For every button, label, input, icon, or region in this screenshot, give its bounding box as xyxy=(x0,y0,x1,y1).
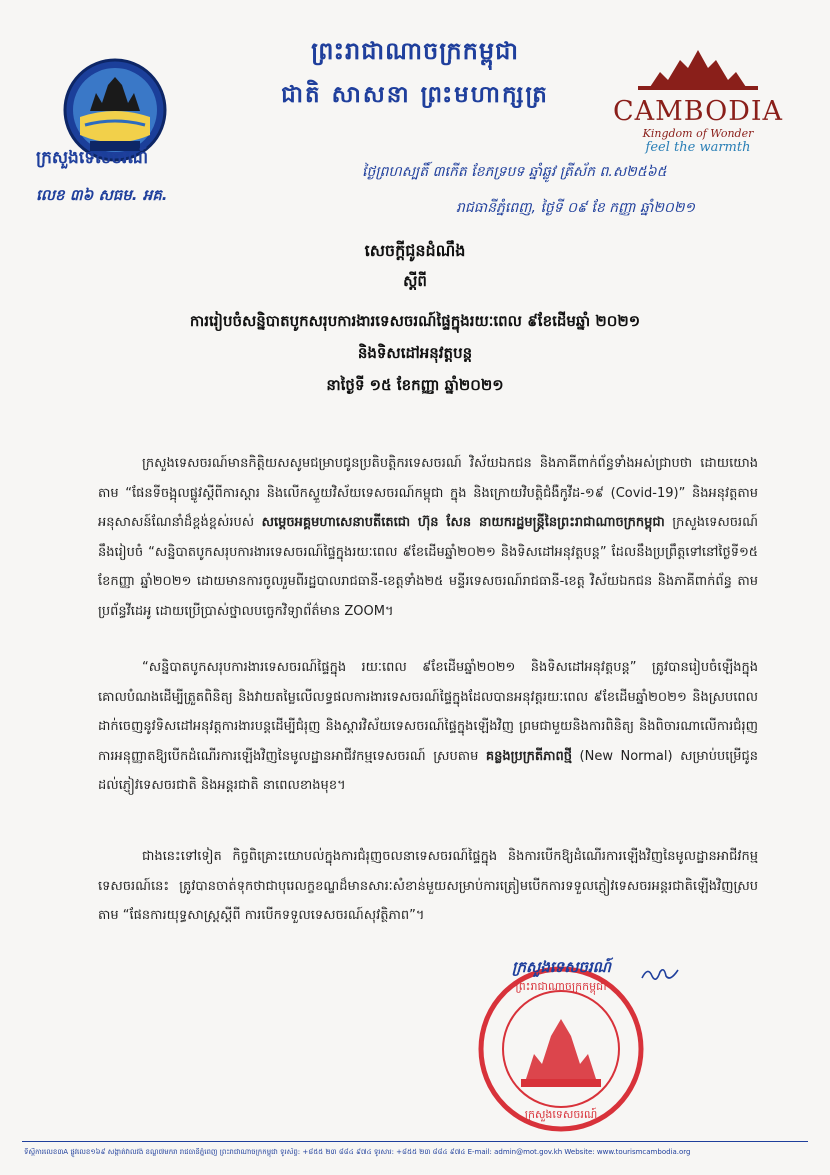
national-motto: ជាតិ សាសនា ព្រះមហាក្សត្រ xyxy=(281,81,549,108)
title-subject-continued: និងទិសដៅអនុវត្តបន្ត xyxy=(357,344,473,362)
document-title: សេចក្ដីជូនដំណឹង xyxy=(364,241,466,260)
footer-contact: ទីស្ដីការលេខ៣A ផ្លូវលេខ១៦៩ សង្កាត់វាលវង់ ខណ្ឌ៧មករា រាជធានីភ្នំពេញ ព្រះរាជាណាចក្រកម្ពុជា ទូរស័ព្ទ: +៨៥៥ ២៣ ៨៨៤ ៩៧៤ ទូរសារ: +៨៥៥ ២៣ ៨៨៤ ៩៧៤ E-mail: admin@mot.gov.kh Website: www.tourismcambodia.org xyxy=(24,1148,691,1156)
signer-title: ក្រសួងទេសចរណ៍ xyxy=(512,958,611,976)
footer-divider xyxy=(22,1141,808,1142)
lunar-date: ថ្ងៃព្រហស្បតិ៍ ៣កើត ខែភទ្របទ ឆ្នាំឆ្លូវ ត្រីស័ក ព.ស២៥៦៥ xyxy=(362,164,667,180)
official-seal xyxy=(476,964,646,1134)
angkor-temple-icon xyxy=(638,50,758,90)
brand-slogan: feel the warmth xyxy=(645,140,751,155)
body-paragraph-2: “សន្និបាតបូកសរុបការងារទេសចរណ៍ផ្ទៃក្នុង រយៈពេល ៩ខែដើមឆ្នាំ២០២១ និងទិសដៅអនុវត្តបន្ត” ត្រូវបានរៀបចំឡើងក្នុងគោលបំណងដើម្បីត្រួតពិនិត្យ និងវាយតម្លៃលើលទ្ធផលការងារទេសចរណ៍ផ្ទៃក្នុងដែលបានអនុវត្តរយៈពេល ៩ខែដើមឆ្នាំ២០២១ និងស្របពេលដាក់ចេញនូវទិសដៅអនុវត្តការងារបន្តដើម្បីជំរុញ និងស្ដារវិស័យទេសចរណ៍ផ្ទៃក្នុងឡើងវិញ ព្រមជាមួយនិងការពិនិត្យ និងពិចារណាលើការជំរុញការអនុញ្ញាតឱ្យបើកដំណើរការឡើងវិញនៃមូលដ្ឋានអាជីវកម្មទេសចរណ៍ ស្របតាម គន្លងប្រក្រតីភាពថ្មី (New Normal) សម្រាប់បម្រើជូនដល់ភ្ញៀវទេសចរជាតិ និងអន្តរជាតិ នាពេលខាងមុខ។ xyxy=(98,660,758,794)
brand-tagline: Kingdom of Wonder xyxy=(642,127,754,140)
reference-number: លេខ ៣៦ សធម. អគ. xyxy=(36,186,168,204)
seal-bottom-text: ក្រសួងទេសចរណ៍ xyxy=(524,1108,598,1121)
title-about: ស្ដីពី xyxy=(403,272,427,290)
ministry-name: ក្រសួងទេសចរណ៍ xyxy=(36,148,149,168)
cambodia-brand-logo xyxy=(608,50,788,155)
title-event-date: នាថ្ងៃទី ១៥ ខែកញ្ញា ឆ្នាំ២០២១ xyxy=(326,376,504,394)
seal-top-text: ព្រះរាជាណាចក្រកម្ពុជា xyxy=(515,980,607,993)
body-paragraph-3: ជាងនេះទៅទៀត កិច្ចពិគ្រោះយោបល់ក្នុងការជំរុញចលនាទេសចរណ៍ផ្ទៃក្នុង និងការបើកឱ្យដំណើរការឡើងវិញនៃមូលដ្ឋានអាជីវកម្មទេសចរណ៍នេះ ត្រូវបានចាត់ទុកថាជាបុរេលក្ខខណ្ឌដ៏មានសារៈសំខាន់មួយសម្រាប់ការត្រៀមបើកការទទួលភ្ញៀវទេសចរអន្តរជាតិឡើងវិញស្របតាម “ផែនការយុទ្ធសាស្ត្រស្ដីពី ការបើកទទួលទេសចរណ៍សុវត្ថិភាព”។ xyxy=(98,849,758,924)
gregorian-date: រាជធានីភ្នំពេញ, ថ្ងៃទី ០៩ ខែ កញ្ញា ឆ្នាំ២០២១ xyxy=(456,200,696,216)
handwritten-signature xyxy=(640,962,680,986)
body-paragraph-1: ក្រសួងទេសចរណ៍មានកិត្តិយសសូមជម្រាបជូនប្រតិបត្តិករទេសចរណ៍ វិស័យឯកជន និងភាគីពាក់ព័ន្ធទាំងអស់ជ្រាបថា ដោយយោងតាម “ផែនទីចង្អុលផ្លូវស្ដីពីការស្ដារ និងលើកស្ទួយវិស័យទេសចរណ៍កម្ពុជា ក្នុង និងក្រោយវិបត្តិជំងឺកូវីដ-១៩ (Covid-19)” និងអនុវត្តតាមអនុសាសន៍ណែនាំដ៏ខ្ពង់ខ្ពស់របស់ សម្ដេចអគ្គមហាសេនាបតីតេជោ ហ៊ុន សែន នាយករដ្ឋមន្ត្រីនៃព្រះរាជាណាចក្រកម្ពុជា ក្រសួងទេសចរណ៍នឹងរៀបចំ “សន្និបាតបូកសរុបការងារទេសចរណ៍ផ្ទៃក្នុងរយៈពេល ៩ខែដើមឆ្នាំ២០២១ និងទិសដៅអនុវត្តបន្ត” ដែលនឹងប្រព្រឹត្តទៅនៅថ្ងៃទី១៥ ខែកញ្ញា ឆ្នាំ២០២១ ដោយមានការចូលរួមពីរដ្ឋបាលរាជធានី-ខេត្តទាំង២៥ មន្ទីរទេសចរណ៍រាជធានី-ខេត្ត វិស័យឯកជន និងភាគីពាក់ព័ន្ធ តាមប្រព័ន្ធវីដេអូ ដោយប្រើប្រាស់ថ្នាលបច្ចេកវិទ្យាព័ត៌មាន ZOOM។ xyxy=(98,456,758,619)
title-subject: ការរៀបចំសន្និបាតបូកសរុបការងារទេសចរណ៍ផ្ទៃក្នុងរយៈពេល ៩ខែដើមឆ្នាំ ២០២១ xyxy=(189,312,641,330)
kingdom-name: ព្រះរាជាណាចក្រកម្ពុជា xyxy=(311,36,519,65)
brand-name: CAMBODIA xyxy=(612,96,784,127)
